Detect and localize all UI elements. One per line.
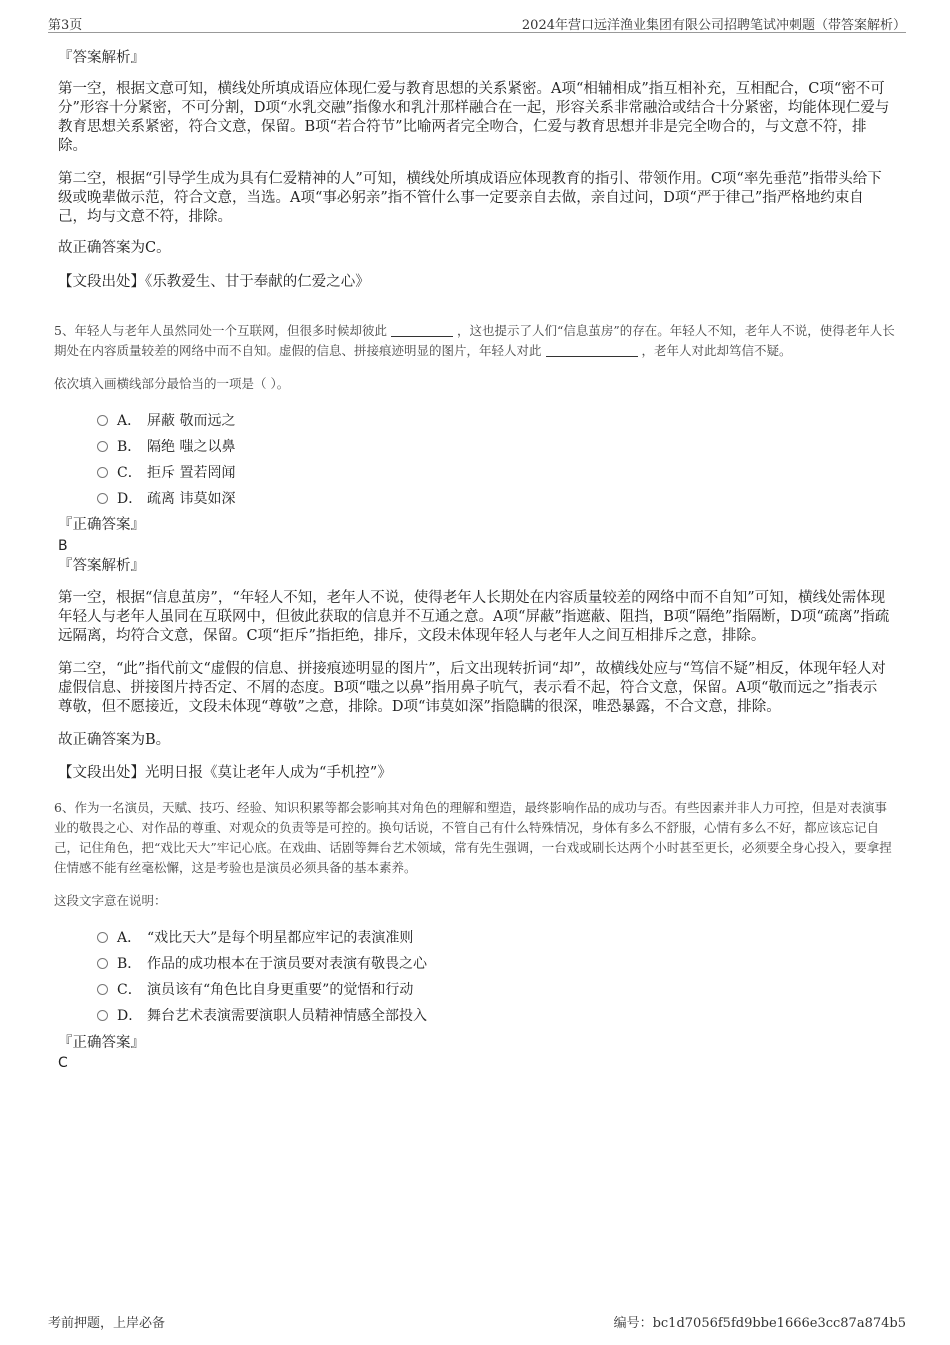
q4-source: 【文段出处】《乐教爱生、甘于奉献的仁爱之心》 bbox=[58, 274, 370, 290]
q5-prompt: 依次填入画横线部分最恰当的一项是（ ）。 bbox=[54, 376, 290, 391]
radio-icon[interactable] bbox=[97, 1010, 108, 1021]
document-title: 2024年营口远洋渔业集团有限公司招聘笔试冲刺题（带答案解析） bbox=[521, 18, 906, 33]
q5-correct-answer: B bbox=[58, 538, 68, 554]
q6-stem: 6、作为一名演员，天赋、技巧、经验、知识积累等都会影响其对角色的理解和塑造，最终影响作品的成功与否。有些因素并非人力可控，但是对表演事业的敬畏之心、对作品的尊重、对观众的负责等是可控的。换句话说，不管自己有什么特殊情况，身体有多么不舒服，心情有多么不好，都应该忘记自己，记住角色，把“戏比天大”牢记心底。在戏曲、话剧等舞台艺术领域，常有先生强调，一台戏或刷长达两个小时甚至更长，必须要全身心投入，要拿捏住情感不能有丝毫松懈，这是考验也是演员必须具备的基本素养。 bbox=[54, 800, 892, 875]
q6-option-d[interactable]: D． 舞台艺术表演需要演职人员精神情感全部投入 bbox=[97, 1006, 427, 1026]
footer-slogan: 考前押题，上岸必备 bbox=[48, 1316, 166, 1331]
radio-icon[interactable] bbox=[97, 958, 108, 969]
q4-analysis-para1: 第一空，根据文意可知，横线处所填成语应体现仁爱与教育思想的关系紧密。A项“相辅相成”指互相补充，互相配合，C项“密不可分”形容十分紧密，不可分割，D项“水乳交融”指像水和乳汁那样融合在一起，形容关系非常融洽或结合十分紧密，均能体现仁爱与教育思想关系紧密，符合文意，保留。B项“若合符节”比喻两者完全吻合，仁爱与教育思想并非是完全吻合的，与文意不符，排除。 bbox=[58, 81, 890, 154]
radio-icon[interactable] bbox=[97, 467, 108, 478]
q5-blank-2 bbox=[546, 344, 638, 357]
q5-conclusion: 故正确答案为B。 bbox=[58, 732, 171, 748]
q5-option-b[interactable]: B． 隔绝 嗤之以鼻 bbox=[97, 437, 235, 457]
document-code: 编号：bc1d7056f5fd9bbe1666e3cc87a874b5 bbox=[613, 1316, 906, 1331]
q5-option-a[interactable]: A． 屏蔽 敬而远之 bbox=[97, 411, 235, 431]
q5-analysis-para2: 第二空，“此”指代前文“虚假的信息、拼接痕迹明显的图片”，后文出现转折词“却”，故横线处应与“笃信不疑”相反，体现年轻人对虚假信息、拼接图片持否定、不屑的态度。B项“嗤之以鼻”指用鼻子吭气，表示看不起，符合文意，保留。A项“敬而远之”指表示尊敬，但不愿接近，文段未体现“尊敬”之意，排除。D项“讳莫如深”指隐瞒的很深，唯恐暴露，不合文意，排除。 bbox=[58, 661, 886, 715]
q5-blank-1 bbox=[391, 324, 453, 337]
q4-analysis-label: 『答案解析』 bbox=[58, 50, 145, 66]
q5-option-c[interactable]: C． 拒斥 置若罔闻 bbox=[97, 463, 235, 483]
q6-correct-label: 『正确答案』 bbox=[58, 1035, 145, 1051]
radio-icon[interactable] bbox=[97, 493, 108, 504]
q6-option-a[interactable]: A． “戏比天大”是每个明星都应牢记的表演准则 bbox=[97, 928, 413, 948]
q5-analysis-para1: 第一空，根据“信息茧房”，“年轻人不知，老年人不说，使得老年人长期处在内容质量较差的网络中而不自知”可知，横线处需体现年轻人与老年人虽同在互联网中，但彼此获取的信息并不互通之意。A项“屏蔽”指遮蔽、阻挡，B项“隔绝”指隔断，D项“疏离”指疏远隔离，均符合文意，保留。C项“拒斥”指拒绝，排斥，文段未体现年轻人与老年人之间互相排斥之意，排除。 bbox=[58, 590, 890, 644]
q4-conclusion: 故正确答案为C。 bbox=[58, 240, 171, 256]
q5-stem: 5、年轻人与老年人虽然同处一个互联网，但很多时候却彼此 ，这也提示了人们“信息茧房”的存在。年轻人不知，老年人不说，使得老年人长期处在内容质量较差的网络中而不自知。虚假的信息、拼接痕迹明显的图片，年轻人对此 ，老年人对此却笃信不疑。 bbox=[54, 323, 895, 358]
page-footer bbox=[48, 1312, 906, 1332]
q6-correct-answer: C bbox=[58, 1055, 68, 1071]
q5-option-d[interactable]: D． 疏离 讳莫如深 bbox=[97, 489, 235, 509]
q5-analysis-label: 『答案解析』 bbox=[58, 558, 145, 574]
page-header bbox=[48, 12, 906, 33]
q6-option-c[interactable]: C． 演员该有“角色比自身更重要”的觉悟和行动 bbox=[97, 980, 413, 1000]
q4-analysis-para2: 第二空，根据“引导学生成为具有仁爱精神的人”可知，横线处所填成语应体现教育的指引、带领作用。C项“率先垂范”指带头给下级或晚辈做示范，符合文意，当选。A项“事必躬亲”指不管什么事一定要亲自去做，亲自过问，D项“严于律己”指严格地约束自己，均与文意不符，排除。 bbox=[58, 171, 882, 225]
q6-prompt: 这段文字意在说明： bbox=[54, 893, 167, 908]
q5-source: 【文段出处】光明日报《莫让老年人成为“手机控”》 bbox=[58, 765, 392, 781]
radio-icon[interactable] bbox=[97, 415, 108, 426]
page-number: 第3页 bbox=[48, 18, 83, 33]
radio-icon[interactable] bbox=[97, 441, 108, 452]
q5-correct-label: 『正确答案』 bbox=[58, 517, 145, 533]
radio-icon[interactable] bbox=[97, 932, 108, 943]
q6-option-b[interactable]: B． 作品的成功根本在于演员要对表演有敬畏之心 bbox=[97, 954, 427, 974]
radio-icon[interactable] bbox=[97, 984, 108, 995]
